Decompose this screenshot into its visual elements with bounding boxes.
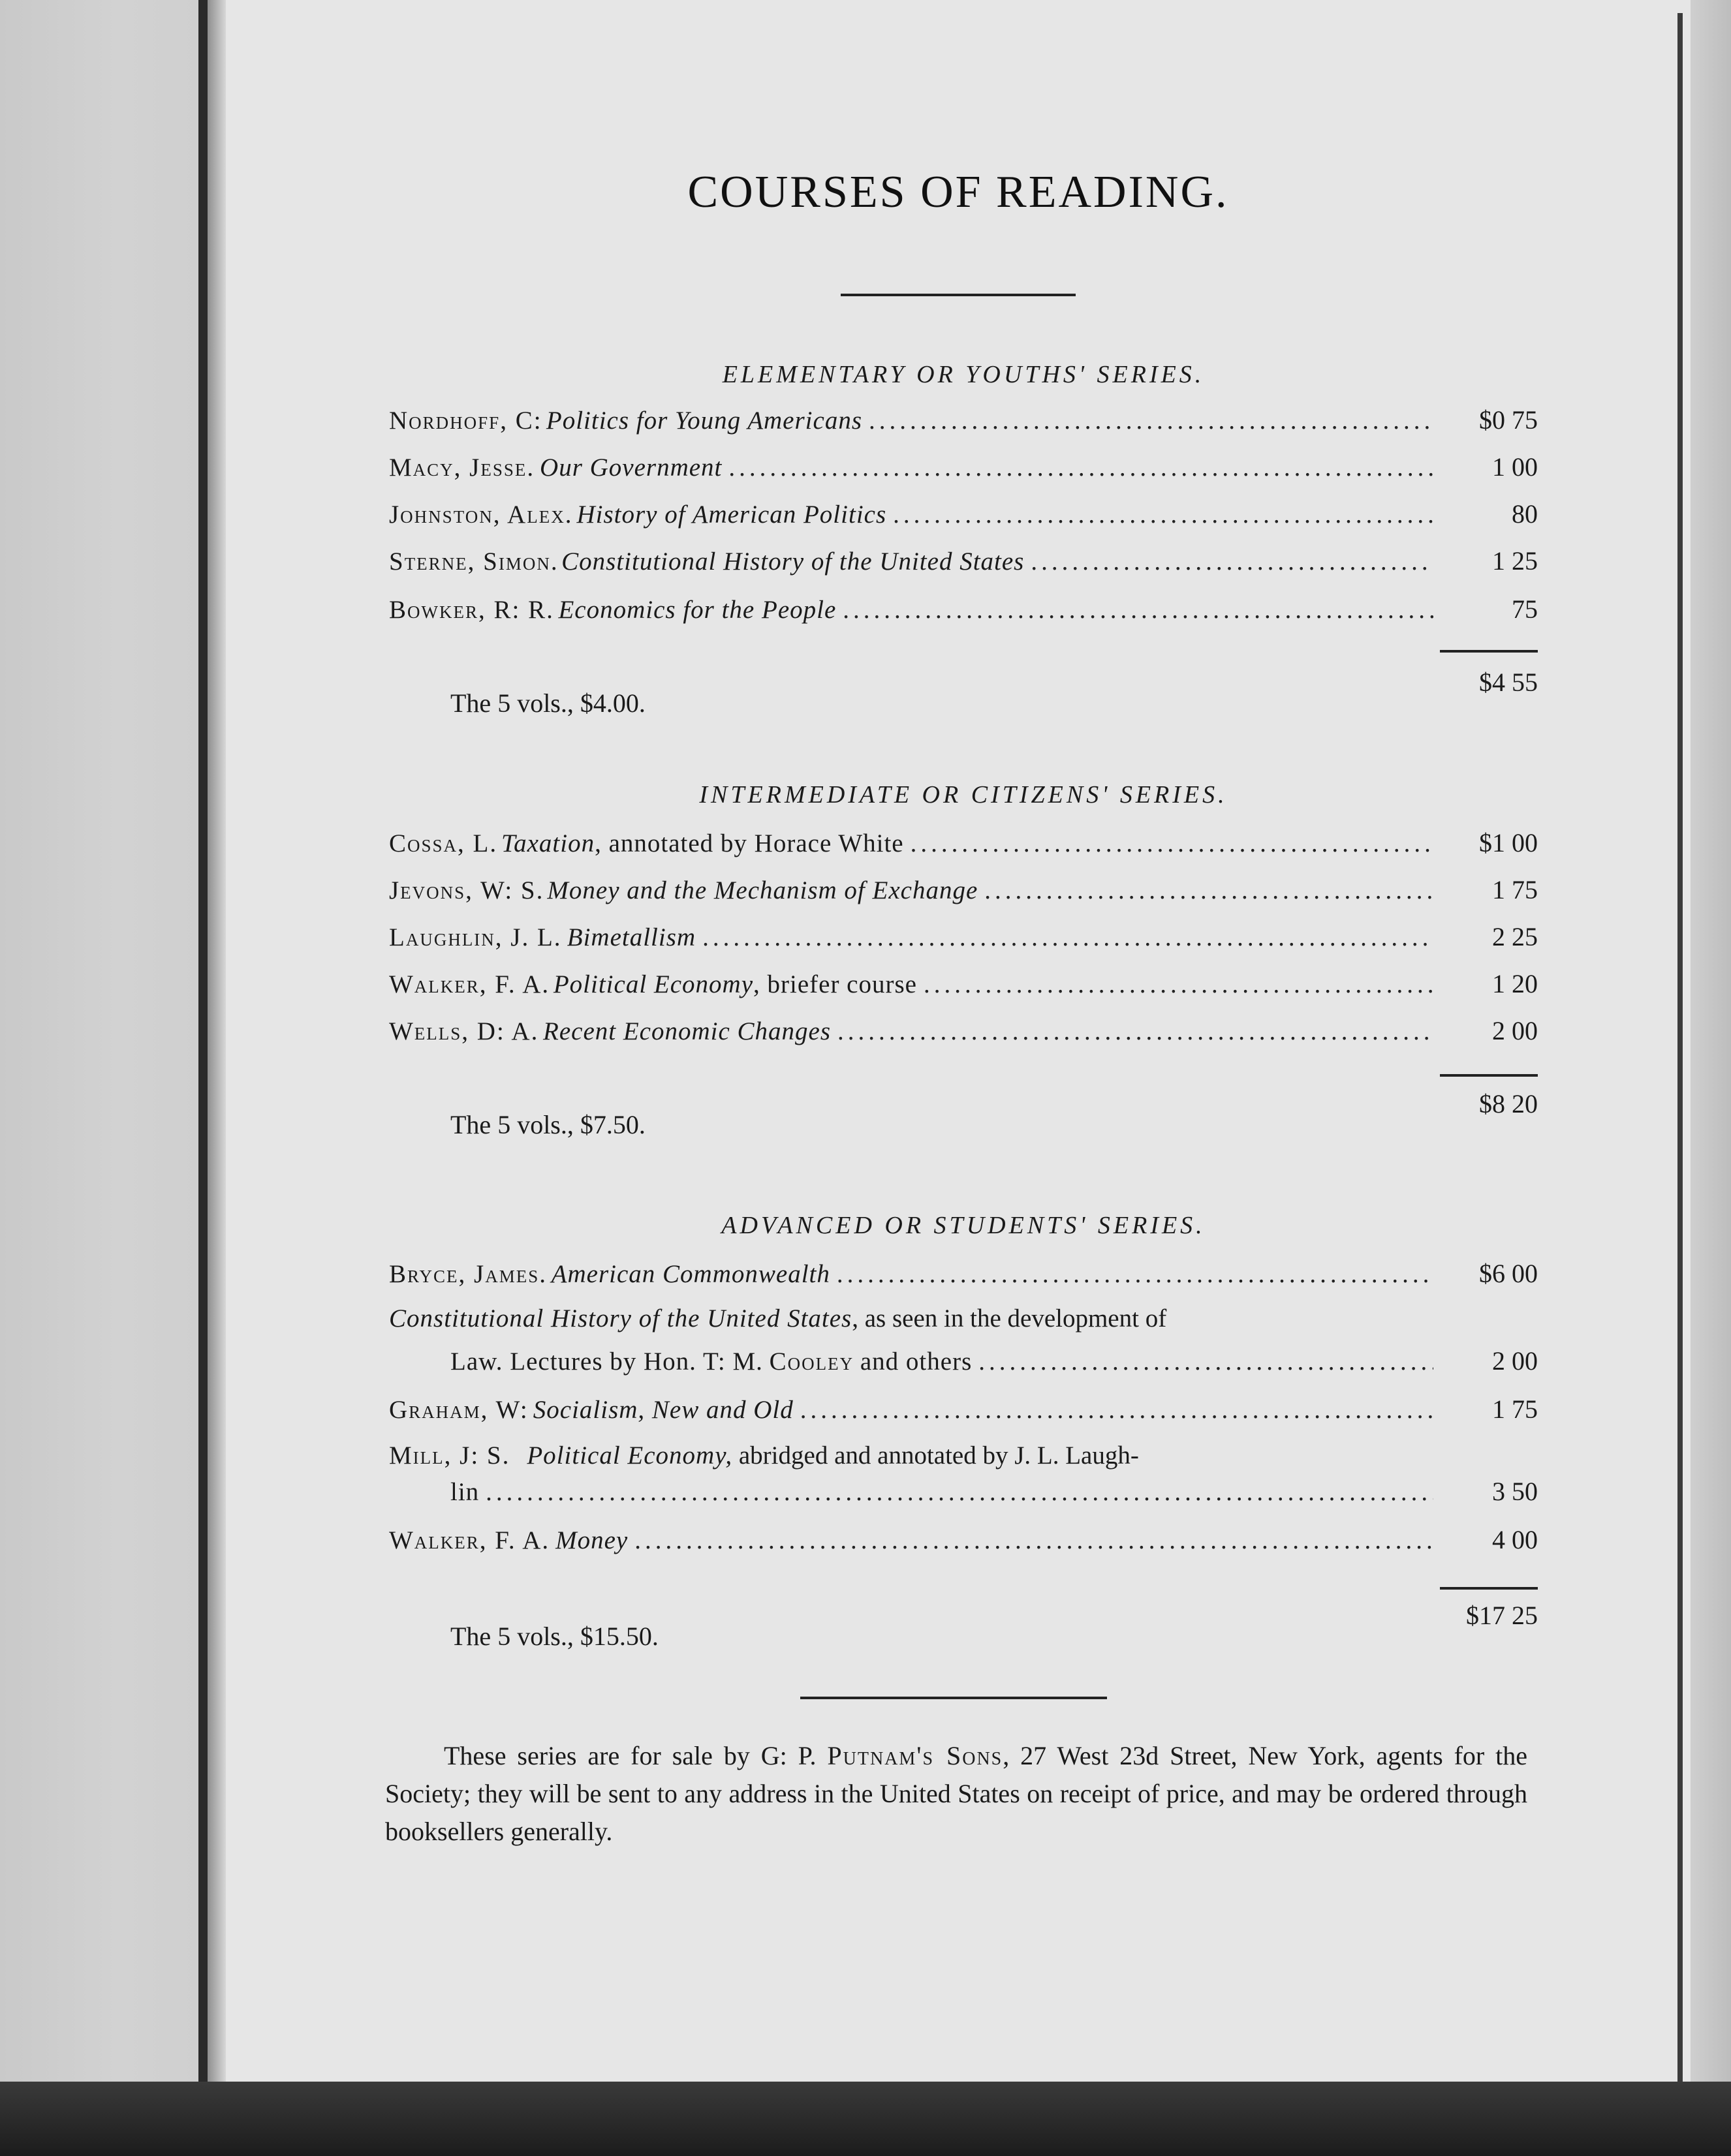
book-title: Political Economy, xyxy=(527,1441,733,1470)
book-entry xyxy=(389,499,1538,536)
price: 2 00 xyxy=(1492,1346,1538,1376)
book-title: History of American Politics xyxy=(576,501,887,529)
bottom-scan-band xyxy=(0,2082,1731,2156)
right-scan-margin xyxy=(1691,0,1731,2156)
price: 1 25 xyxy=(1492,546,1538,576)
book-title: Recent Economic Changes xyxy=(543,1017,832,1045)
book-title: Taxation xyxy=(501,829,595,857)
book-entry xyxy=(389,1258,1538,1296)
book-title: Economics for the People xyxy=(558,596,837,624)
author: Mill, J: S. xyxy=(389,1441,510,1470)
price: $1 00 xyxy=(1479,828,1538,857)
set-price: The 5 vols., $4.00. xyxy=(450,688,646,718)
sum-rule xyxy=(1440,1074,1538,1077)
book-entry xyxy=(389,1394,1538,1432)
footer-rule xyxy=(800,1697,1107,1699)
author: Johnston, Alex. xyxy=(389,501,573,529)
author: Cooley xyxy=(769,1348,854,1376)
book-entry-line1 xyxy=(389,1304,1446,1333)
book-title: Politics for Young Americans xyxy=(546,407,862,435)
book-title: Political Economy xyxy=(553,970,754,998)
page-edge xyxy=(1677,13,1683,2082)
leader-dots xyxy=(843,595,1433,624)
sum-rule xyxy=(1440,650,1538,653)
author: Walker, F. A. xyxy=(389,970,550,998)
book-title: American Commonwealth xyxy=(551,1260,830,1288)
price: $6 00 xyxy=(1479,1259,1538,1288)
price: 80 xyxy=(1512,499,1538,529)
book-note: and others xyxy=(860,1348,973,1376)
price: 2 25 xyxy=(1492,922,1538,951)
price: 1 20 xyxy=(1492,969,1538,998)
leader-dots xyxy=(837,1259,1433,1289)
sales-note-text: , 27 West 23d Street, New York, agents for the Society; they will be sent to any address in the United States on receipt of price, and may be ordered through booksellers generally. xyxy=(385,1741,1528,1846)
book-entry xyxy=(389,1015,1538,1053)
book-note: abridged and annotated by J. L. Laugh- xyxy=(738,1441,1139,1470)
gutter-shadow xyxy=(208,0,227,2088)
series-heading: ELEMENTARY OR YOUTHS' SERIES. xyxy=(722,361,1205,388)
book-note: lin xyxy=(450,1478,480,1506)
leader-dots xyxy=(911,829,1433,858)
book-entry xyxy=(389,546,1538,583)
author: Macy, Jesse. xyxy=(389,454,535,482)
leader-dots xyxy=(893,500,1433,529)
leader-dots xyxy=(800,1395,1433,1424)
book-entry-line2 xyxy=(450,1476,1538,1514)
title-rule xyxy=(841,294,1076,296)
sales-note xyxy=(385,1737,1527,1851)
price: 1 75 xyxy=(1492,875,1538,904)
book-title: Socialism, New and Old xyxy=(533,1396,794,1424)
book-note: Law. Lectures by Hon. T: M. xyxy=(450,1348,763,1376)
book-title: Money and the Mechanism of Exchange xyxy=(547,876,978,904)
leader-dots xyxy=(924,970,1433,999)
author: Bryce, James. xyxy=(389,1260,547,1288)
book-title: Money xyxy=(555,1526,629,1554)
leader-dots xyxy=(634,1526,1433,1555)
price: 4 00 xyxy=(1492,1525,1538,1554)
book-entry xyxy=(389,968,1538,1006)
publisher-name: Putnam's Sons xyxy=(827,1741,1003,1770)
series-total: $17 25 xyxy=(1466,1601,1538,1630)
book-note: , as seen in the development of xyxy=(852,1304,1167,1332)
author: Bowker, R: R. xyxy=(389,596,554,624)
book-entry xyxy=(389,405,1538,442)
book-note: , annotated by Horace White xyxy=(595,829,904,857)
leader-dots xyxy=(837,1017,1433,1046)
author: Sterne, Simon. xyxy=(389,547,559,576)
leader-dots xyxy=(984,876,1433,905)
book-entry xyxy=(389,827,1538,865)
leader-dots xyxy=(869,406,1433,435)
price: $0 75 xyxy=(1479,405,1538,435)
book-title: Bimetallism xyxy=(567,923,696,951)
book-note: , briefer course xyxy=(753,970,917,998)
price: 1 75 xyxy=(1492,1394,1538,1424)
set-price: The 5 vols., $7.50. xyxy=(450,1110,646,1139)
book-entry xyxy=(389,874,1538,912)
price: 2 00 xyxy=(1492,1016,1538,1045)
book-title: Constitutional History of the United States xyxy=(389,1304,852,1332)
leader-dots xyxy=(486,1477,1433,1507)
leader-dots xyxy=(978,1347,1433,1376)
book-entry xyxy=(389,1524,1538,1562)
sales-note-text: These series are for sale by G: P. xyxy=(444,1741,817,1770)
author: Wells, D: A. xyxy=(389,1017,539,1045)
leader-dots xyxy=(1031,547,1433,576)
book-entry-line2 xyxy=(450,1346,1538,1383)
page-title: COURSES OF READING. xyxy=(687,167,1229,217)
author: Laughlin, J. L. xyxy=(389,923,562,951)
author: Graham, W: xyxy=(389,1396,529,1424)
leader-dots xyxy=(728,453,1433,482)
series-total: $8 20 xyxy=(1479,1089,1538,1118)
book-entry-line1 xyxy=(389,1441,1446,1470)
author: Walker, F. A. xyxy=(389,1526,550,1554)
sum-rule xyxy=(1440,1587,1538,1590)
book-entry xyxy=(389,452,1538,489)
book-title: Constitutional History of the United States xyxy=(561,547,1025,576)
price: 75 xyxy=(1512,594,1538,624)
author: Cossa, L. xyxy=(389,829,498,857)
author: Nordhoff, C: xyxy=(389,407,542,435)
book-title: Our Government xyxy=(540,454,723,482)
book-entry xyxy=(389,594,1538,632)
book-gutter xyxy=(198,0,208,2088)
book-entry xyxy=(389,921,1538,959)
set-price: The 5 vols., $15.50. xyxy=(450,1622,659,1651)
series-total: $4 55 xyxy=(1479,668,1538,697)
price: 3 50 xyxy=(1492,1477,1538,1506)
left-page-margin xyxy=(0,0,198,2156)
author: Jevons, W: S. xyxy=(389,876,544,904)
price: 1 00 xyxy=(1492,452,1538,482)
series-heading: INTERMEDIATE OR CITIZENS' SERIES. xyxy=(699,781,1228,808)
series-heading: ADVANCED OR STUDENTS' SERIES. xyxy=(721,1212,1206,1239)
leader-dots xyxy=(702,923,1433,952)
